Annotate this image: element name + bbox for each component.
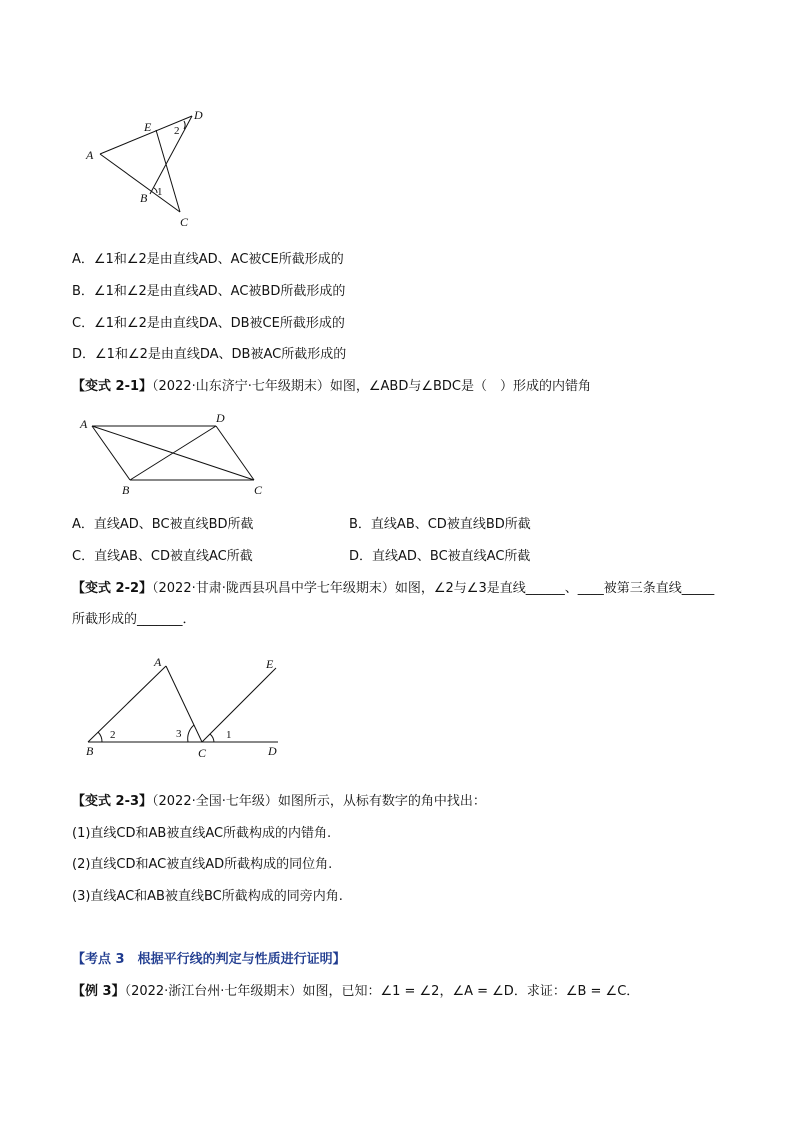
option-letter: C．: [72, 316, 95, 331]
option-text: 直线AD、BC被直线AC所截: [372, 549, 531, 564]
label-A: A: [80, 417, 88, 431]
option-text: ∠1和∠2是由直线AD、AC被CE所截形成的: [93, 252, 344, 267]
option-a: [72, 251, 344, 269]
variant-stem: 如图，∠ABD与∠BDC是（ ）形成的内错角: [329, 379, 592, 394]
variant-source: （2022·山东济宁·七年级期末）: [152, 379, 330, 394]
label-2: 2: [110, 729, 116, 741]
option-letter: D．: [349, 549, 373, 564]
option-letter: B．: [72, 284, 94, 299]
variant-source: （2022·甘肃·陇西县巩昌中学七年级期末）: [152, 581, 395, 596]
variant-2-2-question-line1: [72, 580, 714, 598]
option-text: 直线AD、BC被直线BD所截: [93, 517, 254, 532]
variant-tag: 【变式 2-3】: [72, 794, 153, 809]
example-tag: 【例 3】: [72, 984, 125, 999]
label-C: C: [254, 483, 263, 497]
option-text: ∠1和∠2是由直线AD、AC被BD所截形成的: [93, 284, 346, 299]
item-text: (1)直线CD和AB被直线AC所截构成的内错角.: [72, 826, 332, 841]
option-text: ∠1和∠2是由直线DA、DB被CE所截形成的: [94, 316, 345, 331]
segment-DC: [216, 426, 254, 480]
label-B: B: [140, 191, 148, 205]
figure-2-2-diagram: [80, 654, 290, 766]
figure-2-1-diagram: [78, 410, 278, 500]
v23-item-1: [72, 825, 331, 843]
example-source: （2022·浙江台州·七年级期末）: [124, 984, 303, 999]
v23-item-2: [72, 856, 332, 874]
label-D: D: [194, 108, 203, 122]
label-2: 2: [174, 125, 180, 137]
section-heading-kaodian-3: [72, 951, 346, 969]
example-stem: 如图，已知：∠1 = ∠2，∠A = ∠D．求证：∠B = ∠C．: [302, 984, 640, 999]
segment-AB: [92, 426, 130, 480]
label-1: 1: [226, 729, 232, 741]
segment-BA: [88, 666, 166, 742]
angle-2-arc: [98, 732, 102, 742]
option-letter: C．: [72, 549, 95, 564]
segment-EC: [156, 130, 180, 212]
label-3: 3: [176, 728, 182, 740]
label-C: C: [198, 746, 207, 760]
option-letter: A．: [72, 517, 94, 532]
section-title: 【考点 3 根据平行线的判定与性质进行证明】: [72, 952, 346, 967]
variant-2-2-question-line2: [72, 611, 196, 629]
label-E: E: [144, 120, 152, 134]
label-1: 1: [157, 186, 163, 198]
option-c: [72, 315, 345, 333]
option-text: 直线AB、CD被直线BD所截: [370, 517, 531, 532]
segment-CE: [202, 668, 276, 742]
label-A: A: [86, 148, 94, 162]
label-B: B: [86, 744, 94, 758]
figure-1-diagram: [80, 104, 210, 230]
v23-item-3: [72, 888, 343, 906]
segment-BD: [130, 426, 216, 480]
option-letter: A．: [72, 252, 94, 267]
option-letter: B．: [349, 517, 371, 532]
v21-option-b: [349, 516, 531, 534]
item-text: (2)直线CD和AC被直线AD所截构成的同位角.: [72, 857, 333, 872]
v21-option-d: [349, 548, 530, 566]
variant-2-3-question: [72, 793, 486, 811]
v21-option-a: [72, 516, 254, 534]
variant-stem-cont: 所截形成的_______．: [72, 612, 196, 627]
angle-3-arc: [188, 725, 194, 742]
variant-stem: 如图所示，从标有数字的角中找出：: [277, 794, 486, 809]
variant-tag: 【变式 2-1】: [72, 379, 153, 394]
label-C: C: [180, 215, 189, 229]
segment-AC: [166, 666, 202, 742]
example-3-question: [72, 983, 639, 1001]
variant-source: （2022·全国·七年级）: [152, 794, 278, 809]
label-D: D: [216, 411, 225, 425]
option-text: ∠1和∠2是由直线DA、DB被AC所截形成的: [95, 347, 347, 362]
option-d: [72, 346, 346, 364]
option-letter: D．: [72, 347, 96, 362]
option-text: 直线AB、CD被直线AC所截: [94, 549, 253, 564]
label-A: A: [154, 655, 162, 669]
option-b: [72, 283, 345, 301]
variant-stem: 如图，∠2与∠3是直线______、____被第三条直线_____: [394, 581, 715, 596]
label-B: B: [122, 483, 130, 497]
v21-option-c: [72, 548, 253, 566]
item-text: (3)直线AC和AB被直线BC所截构成的同旁内角.: [72, 889, 343, 904]
label-E: E: [266, 657, 274, 671]
angle-1-arc: [210, 734, 214, 742]
label-D: D: [268, 744, 277, 758]
angle-2-arc: [184, 121, 185, 129]
variant-tag: 【变式 2-2】: [72, 581, 153, 596]
variant-2-1-question: [72, 378, 591, 396]
